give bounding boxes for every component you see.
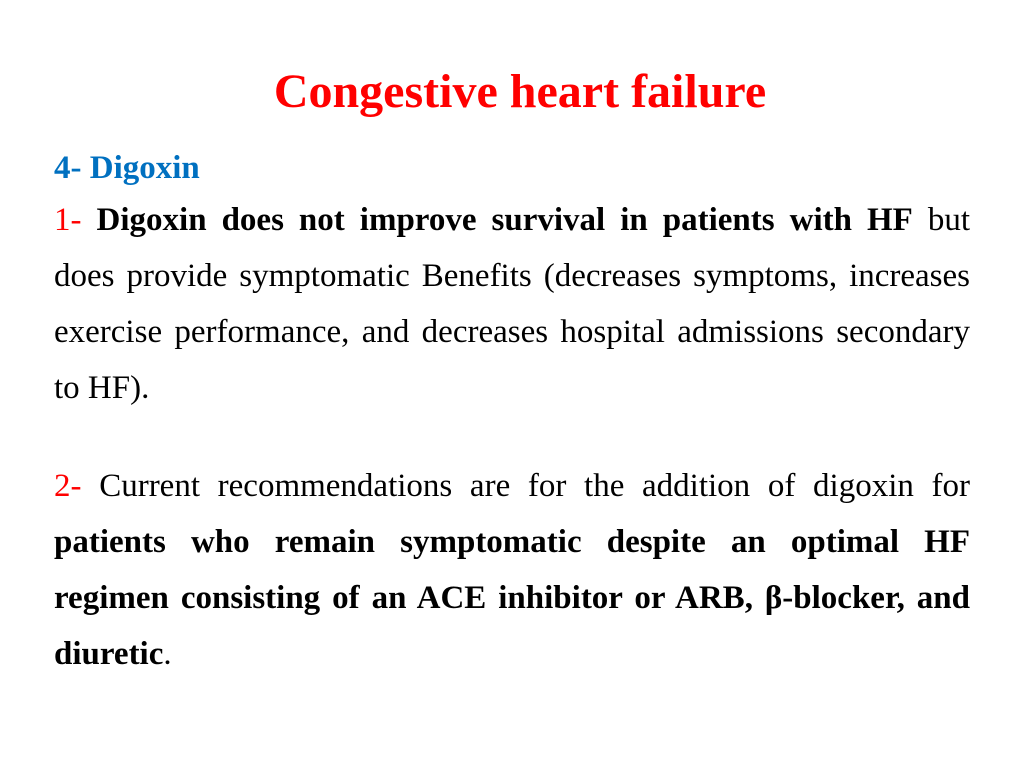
- point-1-text: but does provide symptomatic Benefits (decreases symptoms, increases exercise performance, and decreases hospital admissions secondary to HF).: [54, 202, 971, 406]
- point-1-number: 1-: [54, 202, 82, 238]
- point-2: [54, 458, 970, 682]
- subheading-digoxin: 4- Digoxin: [54, 150, 200, 186]
- point-2-number: 2-: [54, 468, 82, 504]
- point-1-bold-lead: Digoxin does not improve survival in patients with HF: [96, 202, 913, 238]
- point-2-text-lead: Current recommendations are for the addition of digoxin for: [99, 468, 971, 504]
- point-1: [54, 192, 970, 416]
- slide-title: Congestive heart failure: [273, 65, 767, 118]
- point-2-text-end: .: [163, 636, 172, 672]
- point-2-bold-text: patients who remain symptomatic despite an optimal HF regimen consisting of an ACE inhibitor or ARB, β-blocker, and diuretic: [54, 524, 970, 672]
